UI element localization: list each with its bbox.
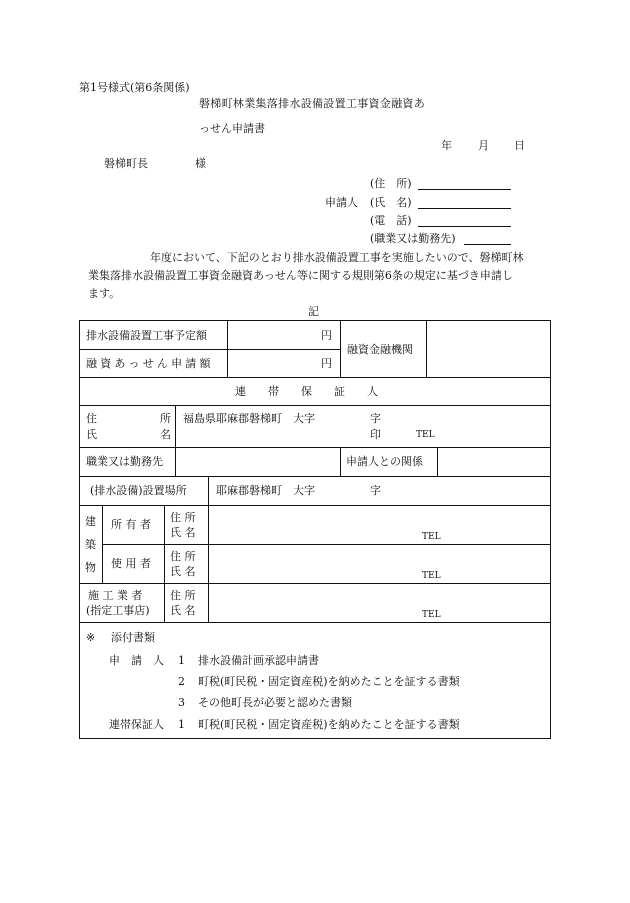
attachments-title: 添付書類 [111, 631, 155, 644]
user-tel: TEL [422, 571, 441, 581]
guarantor-address-prefix: 福島県耶麻郡磐梯町 大字 [183, 412, 315, 425]
site-aza: 字 [370, 484, 381, 497]
guarantor-tel: TEL [416, 430, 435, 440]
addressee: 磐梯町長 [104, 157, 148, 170]
contractor-address-label: 住 所 [170, 589, 196, 602]
user-address-label: 住 所 [170, 550, 196, 563]
yen-unit-2: 円 [321, 357, 332, 370]
guarantor-address-label-b: 所 [160, 412, 171, 425]
applicant-label: 申請人 [325, 196, 358, 209]
attachments-applicant-label: 申 請 人 [109, 654, 164, 667]
financial-institution-label: 融資金融機関 [347, 343, 413, 356]
attachment-item-3-num: 3 [178, 696, 185, 709]
applicant-occupation-field[interactable] [464, 233, 511, 245]
attachment-item-3: その他町長が必要と認めた書類 [198, 696, 352, 709]
honorific: 様 [195, 157, 206, 170]
building-char-2: 築 [85, 538, 96, 551]
guarantor-header: 連 帯 保 証 人 [235, 385, 378, 398]
applicant-name-field[interactable] [418, 197, 511, 209]
date-month: 月 [478, 139, 489, 152]
site-label: (排水設備)設置場所 [90, 484, 187, 497]
owner-tel: TEL [422, 532, 441, 542]
guarantor-occupation-field[interactable] [177, 449, 338, 474]
guarantor-name-label-a: 氏 [86, 428, 97, 441]
loan-amount-label: 融資あっせん申請額 [86, 357, 214, 370]
attachments-mark: ※ [86, 631, 96, 644]
form-title-line1: 磐梯町林業集落排水設備設置工事資金融資あ [199, 97, 425, 110]
seal-mark: 印 [370, 428, 381, 441]
relation-label: 申請人との関係 [346, 455, 423, 468]
attachment-item-1: 排水設備計画承認申請書 [198, 654, 319, 667]
guarantor-address-label-a: 住 [86, 412, 97, 425]
owner-name-label: 氏 名 [170, 526, 196, 539]
building-char-1: 建 [85, 515, 96, 528]
guarantor-item-1-num: 1 [178, 718, 185, 731]
body-line1: 年度において、下記のとおり排水設備設置工事を実施したいので、磐梯町林 [150, 251, 524, 264]
owner-address-label: 住 所 [170, 511, 196, 524]
user-name-label: 氏 名 [170, 565, 196, 578]
ki-heading: 記 [308, 305, 319, 318]
relation-field[interactable] [439, 449, 548, 474]
attachment-item-2-num: 2 [178, 675, 185, 688]
yen-unit-1: 円 [321, 329, 332, 342]
form-title-line2: っせん申請書 [199, 122, 265, 135]
contractor-tel: TEL [422, 610, 441, 620]
guarantor-aza: 字 [370, 412, 381, 425]
date-day: 日 [514, 139, 525, 152]
applicant-address-field[interactable] [418, 178, 511, 190]
contractor-sub-label: (指定工事店) [86, 604, 150, 617]
attachment-item-2: 町税(町民税・固定資産税)を納めたことを証する書類 [198, 675, 460, 688]
contractor-name-label: 氏 名 [170, 604, 196, 617]
applicant-phone-field[interactable] [418, 215, 511, 227]
financial-institution-field[interactable] [428, 323, 548, 375]
applicant-phone-label: (電 話) [370, 214, 412, 227]
date-year: 年 [441, 139, 452, 152]
contractor-label: 施 工 業 者 [88, 589, 143, 602]
application-table [79, 320, 551, 739]
body-line3: ます。 [88, 287, 121, 300]
site-prefix: 耶麻郡磐梯町 大字 [216, 484, 315, 497]
attachments-guarantor-label: 連帯保証人 [109, 718, 164, 731]
applicant-occupation-label: (職業又は勤務先) [370, 232, 456, 245]
user-label: 使 用 者 [111, 557, 151, 570]
body-line2: 業集落排水設備設置工事資金融資あっせん等に関する規則第6条の規定に基づき申請し [88, 269, 513, 282]
guarantor-name-label-b: 名 [160, 428, 171, 441]
guarantor-item-1: 町税(町民税・固定資産税)を納めたことを証する書類 [198, 718, 460, 731]
applicant-name-label: (氏 名) [370, 196, 412, 209]
building-char-3: 物 [85, 561, 96, 574]
attachment-item-1-num: 1 [178, 654, 185, 667]
estimated-cost-label: 排水設備設置工事予定額 [86, 329, 207, 342]
owner-label: 所 有 者 [111, 518, 151, 531]
form-number: 第1号様式(第6条関係) [79, 81, 190, 94]
guarantor-occupation-label: 職業又は勤務先 [86, 455, 163, 468]
applicant-address-label: (住 所) [370, 177, 412, 190]
